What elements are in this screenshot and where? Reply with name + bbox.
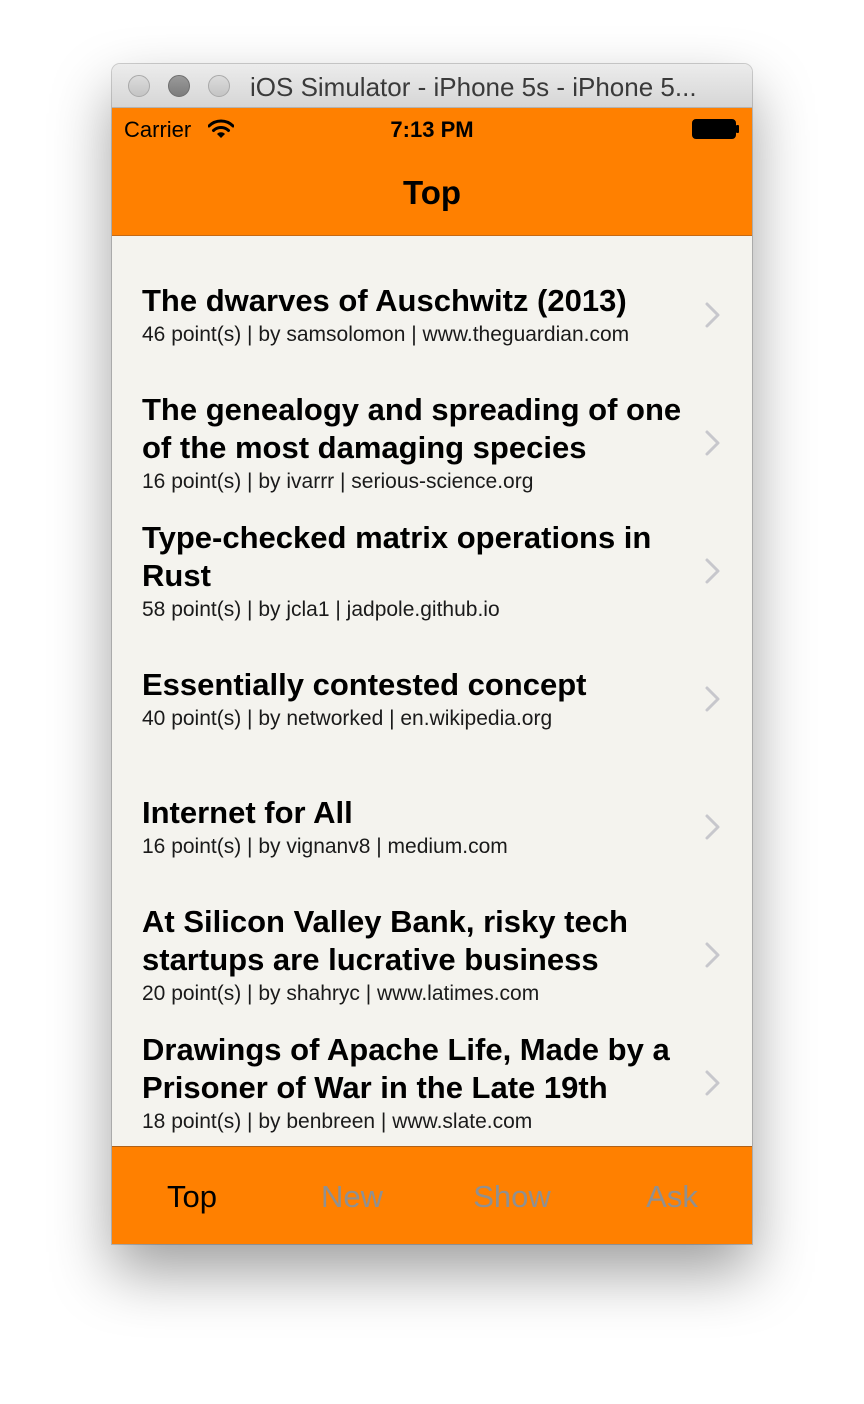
chevron-right-icon [704,685,722,713]
story-text [142,891,702,1019]
story-meta: 18 point(s) | by benbreen | www.slate.com [142,1109,533,1133]
window-titlebar [112,64,752,108]
story-row[interactable] [112,635,752,763]
close-window-button[interactable] [128,75,150,97]
simulator-window [112,64,752,1244]
story-text [142,635,702,763]
story-list[interactable] [112,236,752,1146]
chevron-right-icon [704,941,722,969]
story-title: Drawings of Apache Life, Made by a Prisoner of War in the Late 19th [142,1031,670,1105]
story-row[interactable] [112,891,752,1019]
story-text [142,763,702,891]
story-title: Essentially contested concept [142,666,587,702]
story-title: Type-checked matrix operations in Rust [142,519,652,593]
tab-show[interactable]: Show [473,1179,551,1214]
chevron-right-icon [704,813,722,841]
status-time: 7:13 PM [390,117,474,142]
story-meta: 40 point(s) | by networked | en.wikipedia.org [142,706,553,730]
story-meta: 58 point(s) | by jcla1 | jadpole.github.io [142,597,500,621]
carrier-label: Carrier [124,117,192,142]
story-row[interactable] [112,379,752,507]
tab-top[interactable]: Top [167,1179,217,1214]
story-title: The genealogy and spreading of one of the most damaging species [142,391,682,465]
status-bar [112,108,752,148]
story-row[interactable] [112,763,752,891]
story-title: The dwarves of Auschwitz (2013) [142,282,627,318]
chevron-right-icon [704,301,722,329]
story-meta: 16 point(s) | by vignanv8 | medium.com [142,834,508,858]
story-meta: 16 point(s) | by ivarrr | serious-science.org [142,469,534,493]
zoom-window-button[interactable] [208,75,230,97]
story-text [142,507,702,635]
story-meta: 20 point(s) | by shahryc | www.latimes.com [142,981,540,1005]
chevron-right-icon [704,1069,722,1097]
battery-icon [692,119,740,139]
navigation-bar [112,148,752,236]
tab-ask[interactable]: Ask [646,1179,698,1214]
tab-new[interactable]: New [320,1179,383,1214]
story-row[interactable] [112,251,752,379]
minimize-window-button[interactable] [168,75,190,97]
story-row[interactable] [112,507,752,635]
story-title: Internet for All [142,794,353,830]
chevron-right-icon [704,429,722,457]
tab-bar [112,1146,752,1244]
story-text [142,1019,702,1146]
window-title: iOS Simulator - iPhone 5s - iPhone 5... [250,72,697,102]
story-meta: 46 point(s) | by samsolomon | www.theguardian.com [142,322,630,346]
page-title: Top [402,174,462,211]
chevron-right-icon [704,557,722,585]
story-title: At Silicon Valley Bank, risky tech startups are lucrative business [142,903,628,977]
story-text [142,251,702,379]
story-row[interactable] [112,1019,752,1146]
partially-hidden-row [142,236,702,240]
story-text [142,379,702,507]
